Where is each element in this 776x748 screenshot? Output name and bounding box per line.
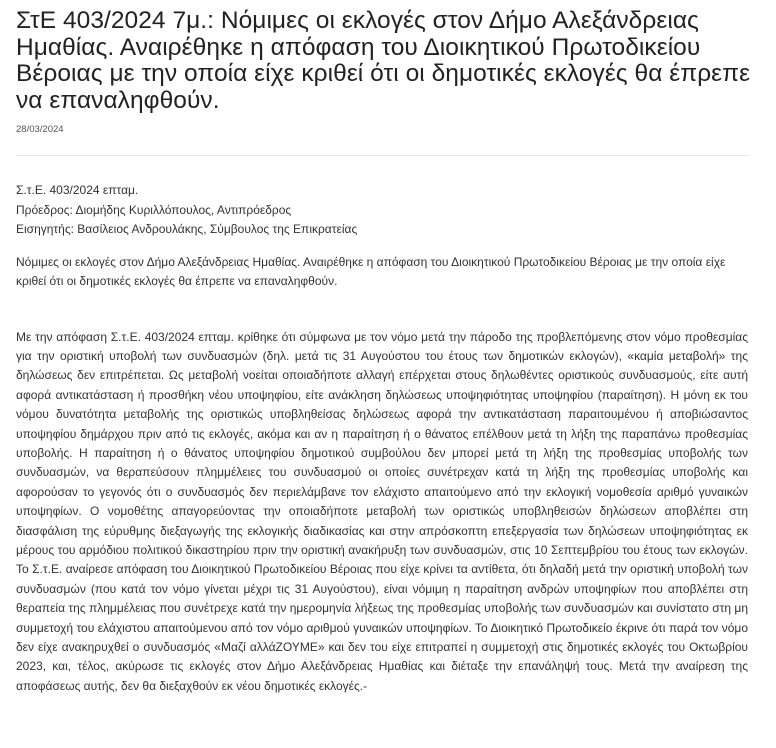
- article: [16, 0, 760, 696]
- divider: [16, 155, 748, 156]
- rapporteur: Εισηγητής: Βασίλειος Ανδρουλάκης, Σύμβουλος της Επικρατείας: [16, 222, 358, 236]
- decision-meta: [16, 181, 760, 240]
- article-body: Με την απόφαση Σ.τ.Ε. 403/2024 επταμ. κρίθηκε ότι σύμφωνα με τον νόμο μετά την πάροδο της προβλεπόμενης στον νόμο προθεσμίας για την οριστική υποβολή των συνδυασμών (δηλ. μετά τις 31 Αυγούστου του έτους των δημοτικών εκλογών), «καμία μεταβολή» της δηλώσεως δεν επιτρέπεται. Ως μεταβολή νοείται οποιαδήποτε αλλαγή επέρχεται στους δηλωθέντες οριστικούς συνδυασμούς, είτε αυτή αφορά αντικατάσταση ή προσθήκη νέου υποψηφίου, είτε ανάκληση δηλώσεως υποψηφιότητας υποψηφίου (παραίτηση). Η μόνη εκ του νόμου δυνατότητα μεταβολής της οριστικώς υποβληθείσας δηλώσεως αφορά την αντικατάσταση παραιτουμένου ή αποβιώσαντος υποψηφίου δημάρχου πριν από τις εκλογές, ακόμα και αν η παραίτηση ή ο θάνατος επέλθουν μετά τη λήξη της παραπάνω προθεσμίας υποβολής. Η παραίτηση ή ο θάνατος υποψηφίου δημοτικού συμβούλου δεν μπορεί μετά τη λήξη της προθεσμίας υποβολής των συνδυασμών, να θεραπεύσουν πλημμέλειες του συνδυασμού οι οποίες συνέτρεχαν κατά τη λήξη της προθεσμίας υποβολής και αφορούσαν το γεγονός ότι ο συνδυασμός δεν περιελάμβανε τον ελάχιστο απαιτούμενο από την εκλογική νομοθεσία αριθμό γυναικών υποψηφίων. Ο νομοθέτης απαγορεύοντας την οποιαδήποτε μεταβολή των οριστικώς υποβληθεισών δηλώσεων αποβλέπει στη διασφάλιση της εύρυθμης διεξαγωγής της εκλογικής διαδικασίας και στην απρόσκοπτη επεξεργασία των δηλώσεων υποψηφιότητας εκ μέρους του αρμόδιου πολιτικού δικαστηρίου πριν την οριστική ανακήρυξη των συνδυασμών, στις 10 Σεπτεμβρίου του έτους των εκλογών. Το Σ.τ.Ε. αναίρεσε απόφαση του Διοικητικού Πρωτοδικείου Βέροιας που είχε κρίνει τα αντίθετα, ότι δηλαδή μετά την οριστική υποβολή των συνδυασμών (που κατά τον νόμο γίνεται μέχρι τις 31 Αυγούστου), είναι νόμιμη η παραίτηση ανδρών υποψηφίων που αποβλέπει στη θεραπεία της πλημμέλειας που συνέτρεχε κατά την ημερομηνία λήξεως της προθεσμίας υποβολής των συνδυασμών και συνίστατο στη μη συμμετοχή του ελάχιστου απαιτούμενου από τον νόμο αριθμού γυναικών υποψηφίων. Το Διοικητικό Πρωτοδικείο έκρινε ότι παρά τον νόμο δεν είχε ανακηρυχθεί ο συνδυασμός «Μαζί αλλάΖΟΥΜΕ» και δεν του είχε επιτραπεί η συμμετοχή στις δημοτικές εκλογές του Οκτωβρίου 2023, και, τέλος, ακύρωσε τις εκλογές στον Δήμο Αλεξάνδρειας Ημαθίας και διέταξε την επανάληψή τους. Μετά την αναίρεση της αποφάσεως αυτής, δεν θα διεξαχθούν εκ νέου δημοτικές εκλογές.-: [16, 329, 748, 693]
- article-title: ΣτΕ 403/2024 7μ.: Νόμιμες οι εκλογές στον Δήμο Αλεξάνδρειας Ημαθίας. Αναιρέθηκε η απόφαση του Διοικητικού Πρωτοδικείου Βέροιας με την οποία είχε κριθεί ότι οι δημοτικές εκλογές θα έπρεπε να επαναληφθούν.: [16, 7, 751, 114]
- president: Πρόεδρος: Διομήδης Κυριλλόπουλος, Αντιπρόεδρος: [16, 202, 292, 217]
- article-date: 28/03/2024: [16, 124, 64, 135]
- article-summary: Νόμιμες οι εκλογές στον Δήμο Αλεξάνδρειας Ημαθίας. Αναιρέθηκε η απόφαση του Διοικητικού Πρωτοδικείου Βέροιας με την οποία είχε κριθεί ότι οι δημοτικές εκλογές θα έπρεπε να επαναληφθούν.: [16, 254, 726, 288]
- case-number: Σ.τ.Ε. 403/2024 επταμ.: [16, 183, 139, 197]
